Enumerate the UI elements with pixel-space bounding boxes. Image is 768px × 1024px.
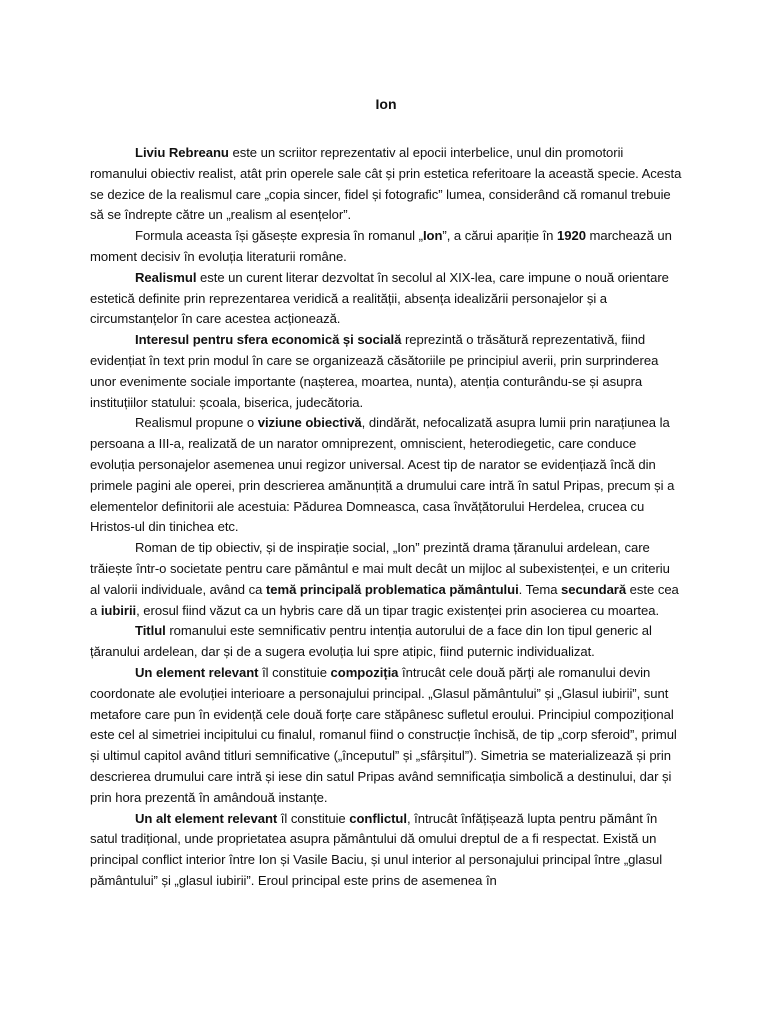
bold-text: temă principală problematica pământului (265, 581, 519, 597)
text-run: marchează un moment decisiv în evoluția literaturii române. (90, 228, 672, 264)
bold-text: compoziția (330, 664, 399, 680)
paragraph (90, 413, 682, 538)
text-run: îl constituie (277, 810, 350, 826)
bold-text: Un element relevant (135, 664, 259, 680)
paragraph (90, 143, 682, 226)
bold-text: Interesul pentru sfera economică și socială (135, 332, 402, 348)
text-run: , dindărăt, nefocalizată asupra lumii prin narațiunea la persoana a III-a, realizată de un narator omniprezent, omniscient, heterodiegetic, care conduce evoluția personajelor asemenea unui regizor universal. Acest tip de narator se evidențiază încă din primele pagini ale operei, prin descrierea amănunțită a drumului care intră în satul Pripas, precum și a elementelor definitorii ale acestuia: Pădurea Domneasca, casa învățătorului Herdelea, crucea cu Hristos-ul din tinichea etc. (90, 415, 675, 535)
bold-text: conflictul (349, 810, 407, 826)
paragraph (90, 538, 682, 621)
text-run: este cea a (90, 581, 679, 618)
text-run: . Tema (518, 581, 562, 597)
bold-text: 1920 (557, 228, 586, 244)
text-run: , erosul fiind văzut ca un hybris care dă un tipar tragic existenței prin asocierea cu moartea. (136, 602, 660, 618)
text-run: ”, a cărui apariție în (442, 228, 557, 244)
text-run: romanului este semnificativ pentru intenția autorului de a face din Ion tipul generic al țăranului ardelean, dar și de a sugera evoluția lui spre atipic, fiind puternic individualizat. (90, 623, 652, 660)
text-run: , întrucât înfățișează lupta pentru pământ în satul tradițional, unde proprietatea asupra pământului dă omului dreptul de a fi respectat. Există un principal conflict interior între Ion și Vasile Baciu, și unul interior al personajului principal între „glasul pământului” și „glasul iubirii”. Eroul principal este prins de asemenea în (90, 810, 663, 888)
text-run: îl constituie (258, 664, 331, 680)
text-run: este un curent literar dezvoltat în secolul al XIX-lea, care impune o nouă orientare estetică definite prin reprezentarea veridică a realității, absența idealizării personajelor și a circumstanțelor în care acestea acționează. (90, 269, 669, 327)
paragraph (90, 226, 682, 268)
bold-text: secundară (561, 581, 627, 597)
bold-text: Ion (422, 228, 443, 244)
text-run: Formula aceasta își găsește expresia în romanul „ (135, 228, 423, 244)
text-run: Roman de tip obiectiv, și de inspirație social, „Ion” prezintă drama țăranului ardelean, care trăiește într-o societate pentru care pământul e mai mult decât un mijloc al subexistenței, e un criteriu al valorii individuale, având ca (90, 540, 670, 597)
paragraph (90, 663, 682, 809)
text-run: este un scriitor reprezentativ al epocii interbelice, unul din promotorii romanului obiectiv realist, atât prin operele sale cât și prin estetica referitoare la această specie. Acesta se dezice de la realismul care „copia sincer, fidel și fotografic” lumea, considerând că romanul trebuie să se îndrepte către un „realism al esențelor”. (90, 145, 682, 223)
document-body (90, 143, 682, 892)
bold-text: Titlul (135, 623, 166, 639)
text-run: reprezintă o trăsătură reprezentativă, fiind evidențiat în text prin modul în care se organizează căsătoriile pe principiul averii, prin surprinderea unor evenimente sociale importante (nașterea, moartea, nunta), atenția conturându-se și asupra instituțiilor statului: școala, biserica, judecătoria. (90, 332, 659, 410)
bold-text: iubirii (100, 602, 137, 618)
text-run: Realismul propune o (135, 415, 258, 431)
bold-text: Realismul (135, 269, 197, 285)
bold-text: Liviu Rebreanu (135, 145, 229, 160)
bold-text: Un alt element relevant (135, 810, 278, 826)
paragraph (90, 621, 682, 663)
paragraph (90, 809, 682, 892)
paragraph (90, 330, 682, 413)
bold-text: viziune obiectivă (257, 415, 362, 431)
paragraph (90, 268, 682, 330)
text-run: întrucât cele două părți ale romanului devin coordonate ale evoluției interioare a personajului principal. „Glasul pământului” și „Glasul iubirii”, sunt metafore care pun în evidență cele două forțe care stăpânesc sufletul eroului. Principiul compozițional este cel al simetriei incipitului cu finalul, romanul fiind o construcție închisă, de tip „corp sferoid”, primul și ultimul capitol având titluri semnificative („începutul” și „sfârșitul”). Simetria se materializează și prin descrierea drumului care intră și iese din satul Pripas având semnificația simbolică a destinului, dar și prin hora prezentă în amândouă instanțe. (90, 664, 677, 805)
document-title: Ion (375, 96, 397, 112)
